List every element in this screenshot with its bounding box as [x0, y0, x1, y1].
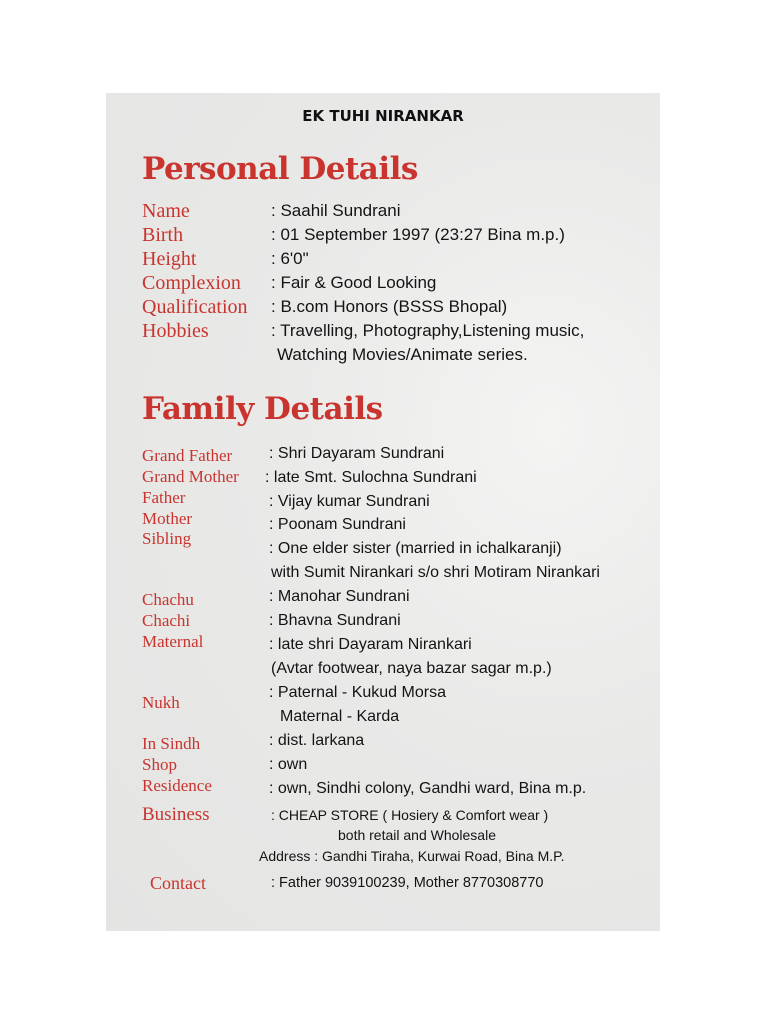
hobbies-label: Hobbies [142, 320, 209, 342]
maternal-label: Maternal [142, 632, 204, 651]
grand-mother-value: : late Smt. Sulochna Sundrani [265, 469, 477, 486]
grand-mother-label: Grand Mother [142, 467, 239, 486]
father-value: : Vijay kumar Sundrani [269, 493, 430, 510]
family-details-heading: Family Details [142, 391, 383, 427]
grand-father-label: Grand Father [142, 446, 233, 465]
in-sindh-label: In Sindh [142, 734, 201, 753]
business-value: : CHEAP STORE ( Hosiery & Comfort wear ) [271, 807, 549, 823]
hobbies-value-continued: Watching Movies/Animate series. [277, 345, 528, 364]
height-label: Height [142, 248, 197, 270]
in-sindh-value: : dist. larkana [269, 732, 365, 749]
name-value: : Saahil Sundrani [271, 201, 401, 220]
birth-value: : 01 September 1997 (23:27 Bina m.p.) [271, 225, 565, 244]
personal-details-heading: Personal Details [142, 151, 418, 187]
sibling-label: Sibling [142, 529, 192, 548]
birth-label: Birth [142, 224, 184, 246]
sibling-value-continued: with Sumit Nirankari s/o shri Motiram Nirankari [271, 564, 600, 581]
chachu-label: Chachu [142, 590, 194, 609]
shop-label: Shop [142, 755, 177, 774]
residence-label: Residence [142, 776, 212, 795]
complexion-label: Complexion [142, 272, 241, 294]
nukh-label: Nukh [142, 693, 180, 712]
chachi-label: Chachi [142, 611, 191, 630]
chachu-value: : Manohar Sundrani [269, 588, 410, 605]
business-address: Address : Gandhi Tiraha, Kurwai Road, Bina M.P. [259, 848, 565, 864]
height-value: : 6'0" [271, 249, 309, 268]
shop-value: : own [269, 756, 308, 773]
maternal-value: : late shri Dayaram Nirankari [269, 636, 472, 653]
nukh-value: : Paternal - Kukud Morsa [269, 684, 446, 701]
chachi-value: : Bhavna Sundrani [269, 612, 401, 629]
business-label: Business [142, 804, 210, 825]
sibling-value: : One elder sister (married in ichalkaranji) [269, 540, 562, 557]
mother-value: : Poonam Sundrani [269, 516, 406, 533]
contact-value: : Father 9039100239, Mother 8770308770 [271, 875, 544, 891]
biodata-card [106, 93, 660, 931]
mother-label: Mother [142, 509, 193, 528]
father-label: Father [142, 488, 186, 507]
qualification-value: : B.com Honors (BSSS Bhopal) [271, 297, 508, 316]
name-label: Name [142, 200, 190, 222]
business-value-continued: both retail and Wholesale [338, 827, 496, 843]
residence-value: : own, Sindhi colony, Gandhi ward, Bina m.p. [269, 780, 587, 797]
maternal-value-continued: (Avtar footwear, naya bazar sagar m.p.) [271, 660, 552, 677]
nukh-value-continued: Maternal - Karda [280, 708, 400, 725]
qualification-label: Qualification [142, 296, 248, 318]
page-title: EK TUHI NIRANKAR [302, 107, 464, 125]
hobbies-value: : Travelling, Photography,Listening music, [271, 321, 585, 340]
grand-father-value: : Shri Dayaram Sundrani [269, 445, 445, 462]
complexion-value: : Fair & Good Looking [271, 273, 437, 292]
contact-label: Contact [150, 873, 206, 893]
